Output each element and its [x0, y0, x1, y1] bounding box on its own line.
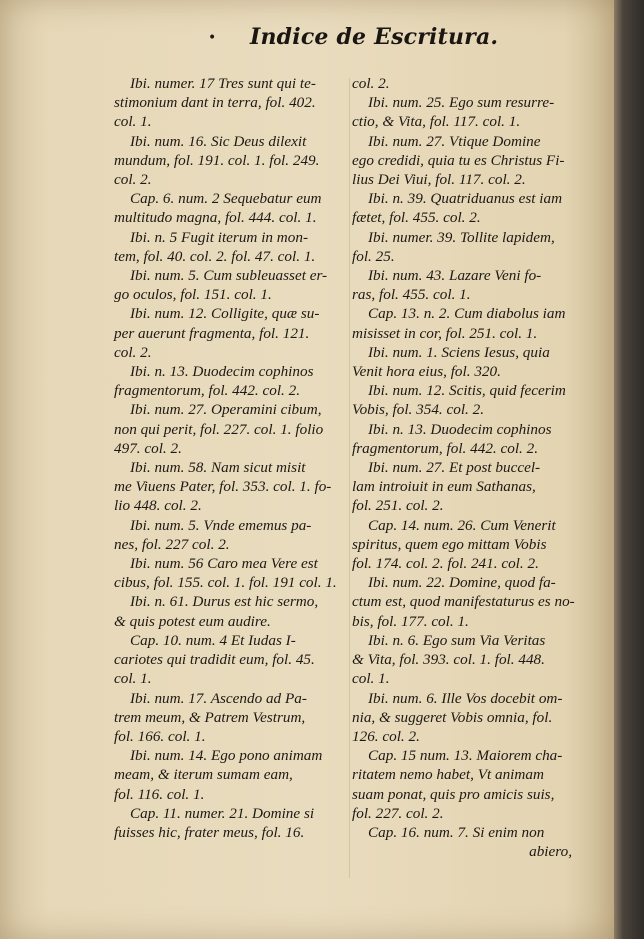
index-line: meam, & iterum sumam eam, [114, 766, 293, 784]
right-column [352, 74, 575, 861]
index-line: bis, fol. 177. col. 1. [352, 612, 469, 630]
index-line: Ibi. numer. 39. Tollite lapidem, [368, 228, 555, 246]
index-line: Cap. 13. n. 2. Cum diabolus iam [368, 305, 566, 323]
index-line: Ibi. n. 61. Durus est hic sermo, [130, 593, 319, 611]
index-line: cariotes qui tradidit eum, fol. 45. [114, 651, 315, 669]
index-line: Cap. 6. num. 2 Sequebatur eum [130, 190, 322, 208]
index-line: Venit hora eius, fol. 320. [352, 363, 501, 381]
index-line: lius Dei Viui, fol. 117. col. 2. [352, 171, 526, 189]
index-line: ctio, & Vita, fol. 117. col. 1. [352, 113, 521, 131]
index-line: spiritus, quem ego mittam Vobis [352, 535, 547, 553]
index-line: col. 1. [114, 113, 152, 131]
index-line: stimonium dant in terra, fol. 402. [114, 94, 316, 112]
index-line: lio 448. col. 2. [114, 497, 202, 515]
index-line: Ibi. num. 27. Operamini cibum, [130, 401, 322, 419]
index-line: Ibi. num. 5. Vnde ememus pa- [130, 516, 312, 534]
index-line: non qui perit, fol. 227. col. 1. folio [114, 420, 324, 438]
index-line: nia, & suggeret Vobis omnia, fol. [352, 708, 553, 726]
index-line: Ibi. num. 17. Ascendo ad Pa- [130, 689, 307, 707]
index-line: Ibi. n. 13. Duodecim cophinos [130, 363, 314, 381]
index-line: trem meum, & Patrem Vestrum, [114, 708, 306, 726]
index-line: Ibi. num. 6. Ille Vos docebit om- [368, 689, 563, 707]
index-line: Ibi. num. 27. Vtique Domine [368, 132, 541, 150]
index-line: Ibi. num. 56 Caro mea Vere est [130, 555, 318, 573]
index-line: misisset in cor, fol. 251. col. 1. [352, 324, 538, 342]
index-line: & Vita, fol. 393. col. 1. fol. 448. [352, 651, 545, 669]
index-line: multitudo magna, fol. 444. col. 1. [114, 209, 317, 227]
running-header [0, 22, 614, 58]
index-line: Cap. 11. numer. 21. Domine si [130, 804, 315, 822]
index-line: 497. col. 2. [114, 439, 182, 457]
index-line: lam introiuit in eum Sathanas, [352, 478, 536, 496]
index-line: Cap. 10. num. 4 Et Iudas I- [130, 631, 296, 649]
header-ornament: • [208, 30, 217, 46]
index-line: tem, fol. 40. col. 2. fol. 47. col. 1. [114, 247, 316, 265]
index-line: fol. 166. col. 1. [114, 727, 206, 745]
index-line: Ibi. num. 5. Cum subleuasset er- [130, 267, 328, 285]
index-line: fol. 25. [352, 247, 395, 265]
index-line: fol. 227. col. 2. [352, 804, 444, 822]
index-line: & quis potest eum audire. [114, 612, 271, 630]
left-column [114, 74, 346, 842]
index-line: Ibi. n. 39. Quatriduanus est iam [368, 190, 563, 208]
index-line: nes, fol. 227 col. 2. [114, 535, 230, 553]
index-line: fol. 251. col. 2. [352, 497, 444, 515]
index-line: fol. 116. col. 1. [114, 785, 205, 803]
index-line: Ibi. num. 25. Ego sum resurre- [368, 94, 555, 112]
index-line: ritatem nemo habet, Vt animam [352, 766, 544, 784]
index-line: suam ponat, quis pro amicis suis, [352, 785, 555, 803]
column-divider [349, 78, 350, 878]
index-line: col. 1. [352, 670, 390, 688]
index-line: Ibi. n. 13. Duodecim cophinos [368, 420, 552, 438]
index-line: ctum est, quod manifestaturus es no- [352, 593, 575, 611]
index-line: fætet, fol. 455. col. 2. [352, 209, 481, 227]
index-line: fuisses hic, frater meus, fol. 16. [114, 823, 305, 841]
index-line: Ibi. num. 14. Ego pono animam [130, 747, 323, 765]
index-line: Cap. 16. num. 7. Si enim non [368, 823, 545, 841]
index-line: mundum, fol. 191. col. 1. fol. 249. [114, 151, 320, 169]
index-line: fol. 174. col. 2. fol. 241. col. 2. [352, 555, 539, 573]
index-line: Ibi. n. 5 Fugit iterum in mon- [130, 228, 309, 246]
index-line: go oculos, fol. 151. col. 1. [114, 286, 272, 304]
index-line: fragmentorum, fol. 442. col. 2. [114, 382, 301, 400]
index-line: Ibi. numer. 17 Tres sunt qui te- [130, 75, 316, 92]
index-line: 126. col. 2. [352, 727, 420, 745]
index-line: Cap. 14. num. 26. Cum Venerit [368, 516, 556, 534]
index-line: col. 2. [114, 171, 152, 189]
page-edge-shadow [614, 0, 644, 939]
index-line: ego credidi, quia tu es Christus Fi- [352, 151, 565, 169]
index-line: me Viuens Pater, fol. 353. col. 1. fo- [114, 478, 332, 496]
index-line: Ibi. num. 27. Et post buccel- [368, 459, 541, 477]
index-line: cibus, fol. 155. col. 1. fol. 191 col. 1. [114, 574, 337, 592]
index-line: col. 1. [114, 670, 152, 688]
index-line: Ibi. num. 22. Domine, quod fa- [368, 574, 556, 592]
index-line: Ibi. num. 12. Colligite, quæ su- [130, 305, 320, 323]
index-line: col. 2. [352, 75, 390, 92]
index-line: Ibi. num. 58. Nam sicut misit [130, 459, 306, 477]
page-title: Indice de Escritura. [250, 24, 499, 50]
index-line: Ibi. num. 1. Sciens Iesus, quia [368, 343, 550, 361]
index-line: Ibi. num. 16. Sic Deus dilexit [130, 132, 307, 150]
index-line: Ibi. num. 12. Scitis, quid fecerim [368, 382, 566, 400]
index-line: ras, fol. 455. col. 1. [352, 286, 471, 304]
index-line: Cap. 15 num. 13. Maiorem cha- [368, 747, 563, 765]
index-line: col. 2. [114, 343, 152, 361]
index-line: per auerunt fragmenta, fol. 121. [114, 324, 310, 342]
index-line: Vobis, fol. 354. col. 2. [352, 401, 485, 419]
index-line: abiero, [529, 843, 572, 861]
index-line: Ibi. n. 6. Ego sum Via Veritas [368, 631, 546, 649]
index-line: fragmentorum, fol. 442. col. 2. [352, 439, 539, 457]
index-line: Ibi. num. 43. Lazare Veni fo- [368, 267, 542, 285]
